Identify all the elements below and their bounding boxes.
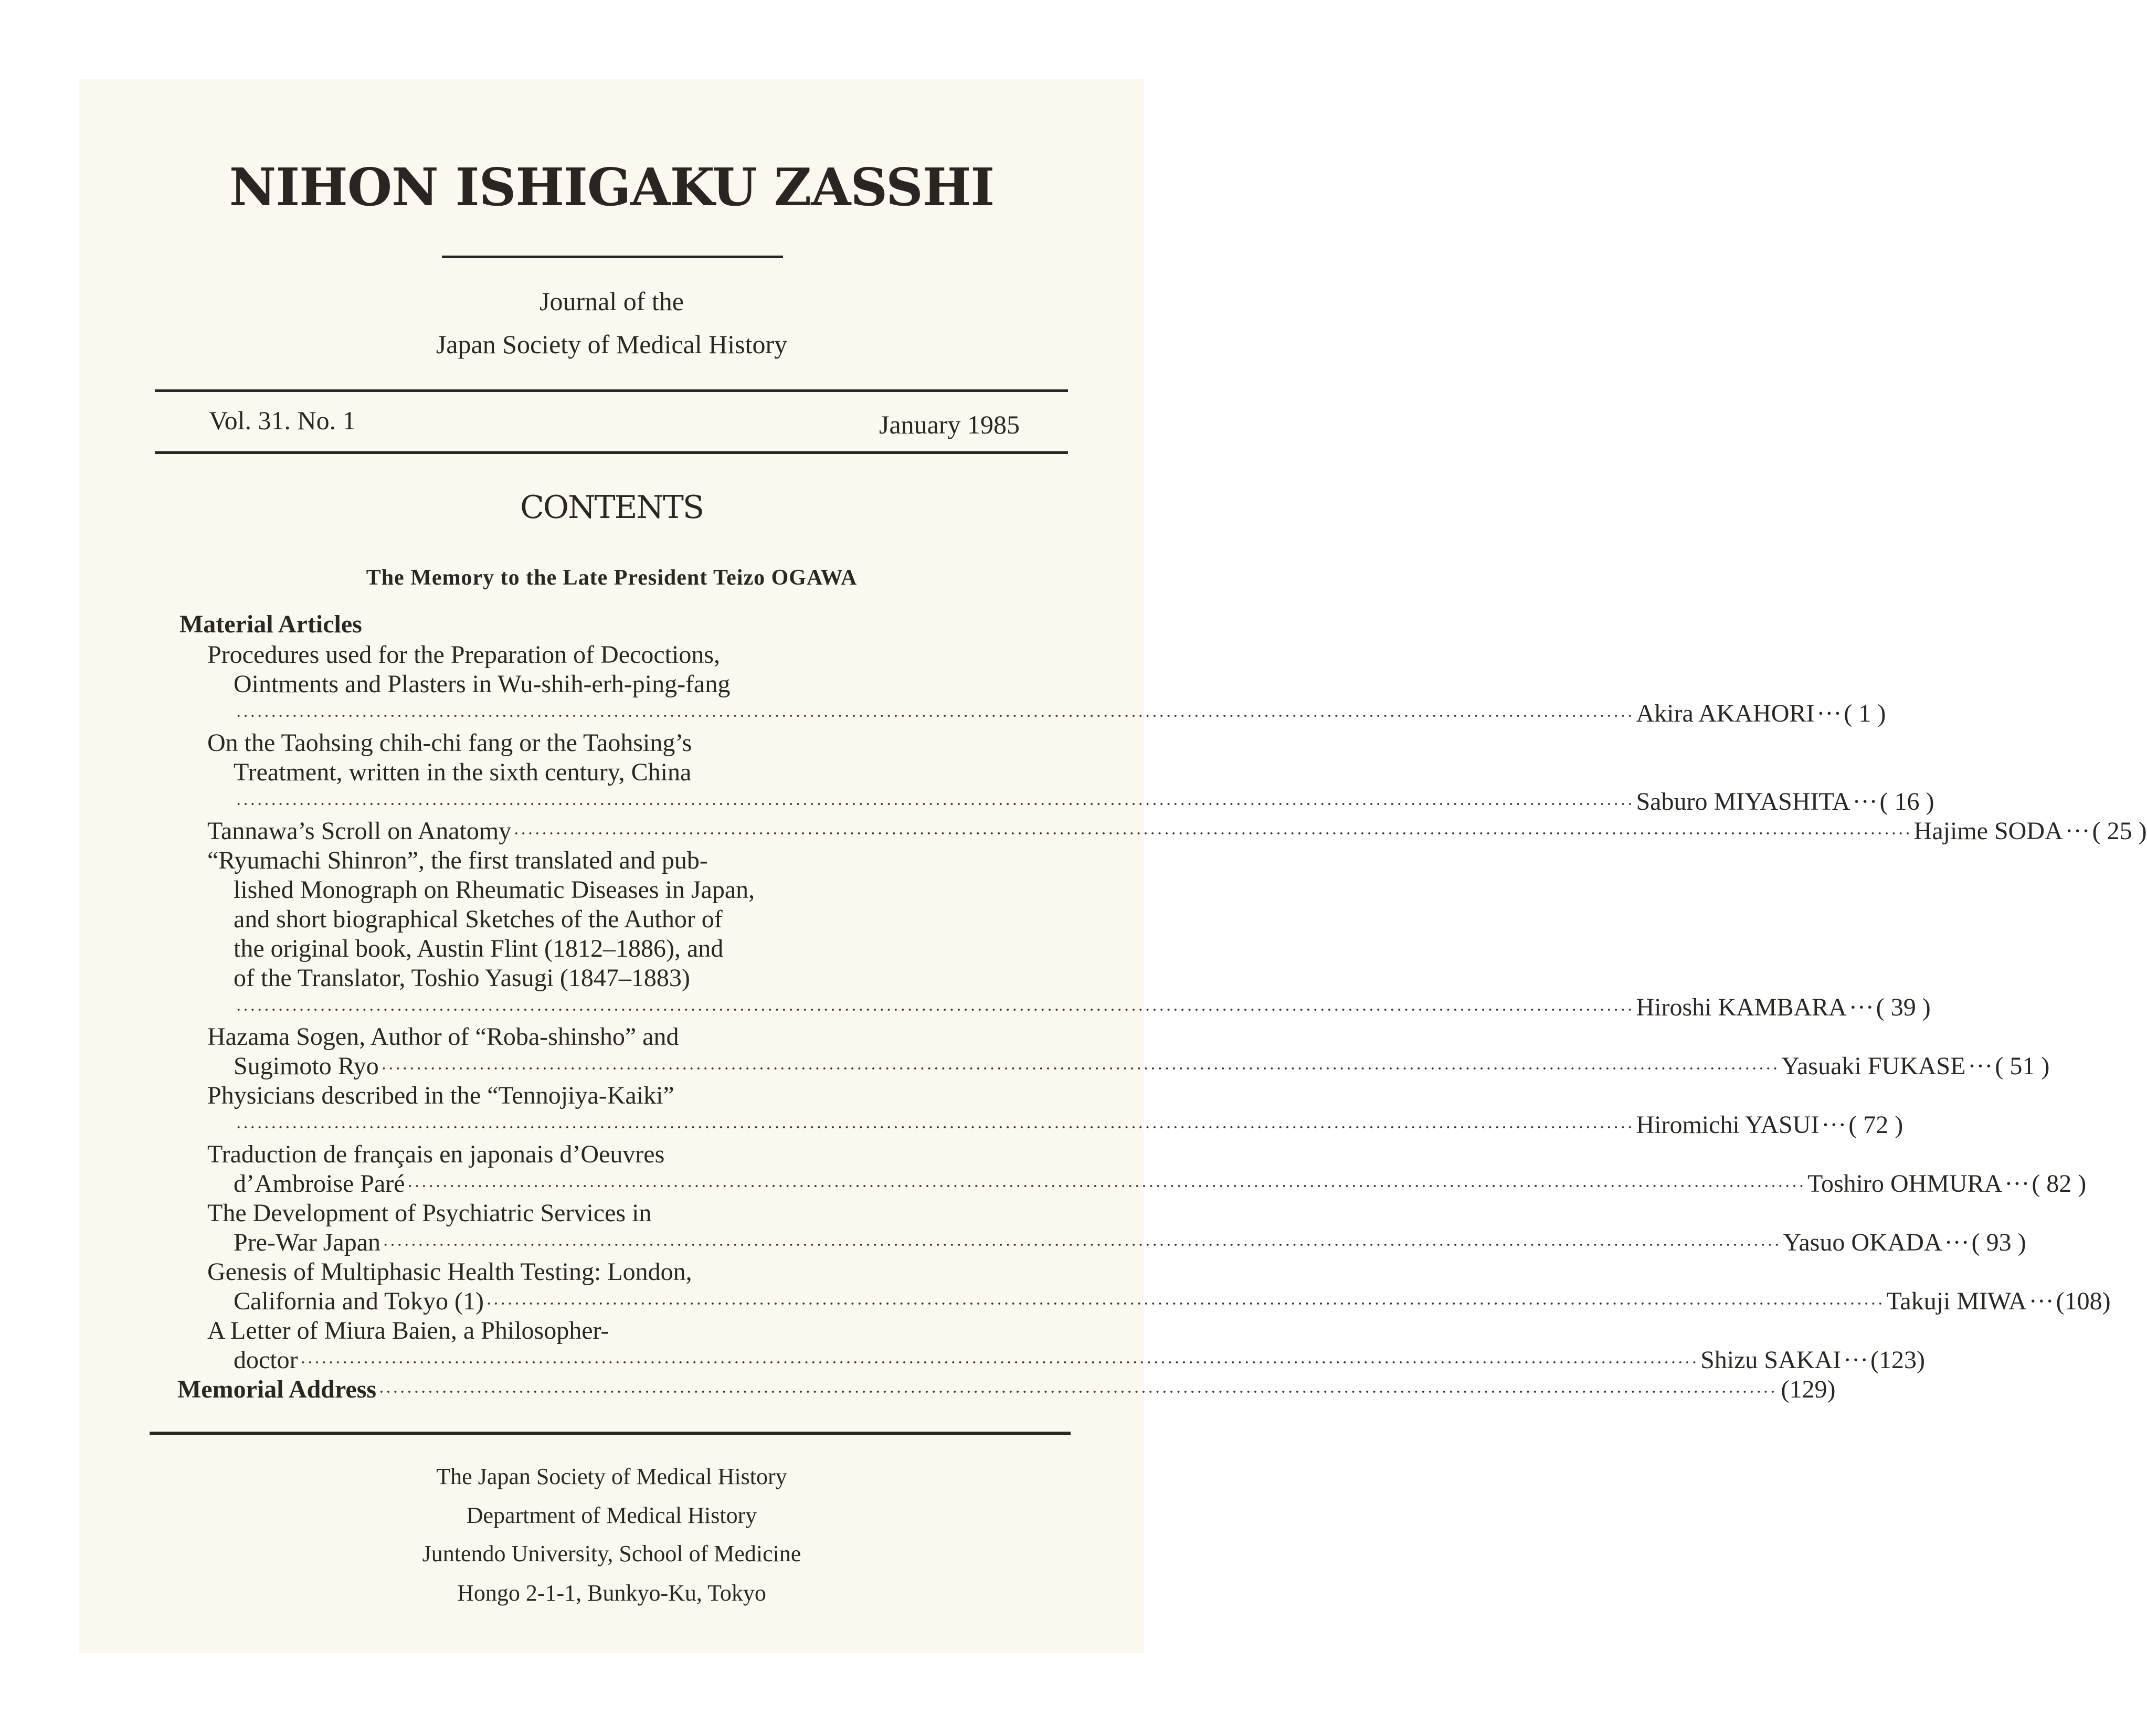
memory-line: The Memory to the Late President Teizo OGAWA [366, 566, 858, 590]
toc-entry-author: Yasuo OKADA [1783, 1229, 1942, 1256]
toc-entry-page: ( 82 ) [2032, 1170, 2087, 1198]
toc-leader-dots: ········································································································································································································ [236, 1118, 1634, 1137]
toc-title-line: The Development of Psychiatric Services in [207, 1199, 652, 1227]
toc-leader-dots: ········································································································································································································ [236, 1000, 1634, 1020]
issue-date: January 1985 [879, 410, 1020, 439]
toc-entry-row [234, 1051, 2050, 1082]
toc-entry-author: Saburo MIYASHITA [1636, 788, 1850, 816]
toc-entry-row [207, 816, 2147, 847]
toc-title-line: lished Monograph on Rheumatic Diseases in Japan, [234, 876, 755, 904]
memorial-address-row [177, 1374, 1836, 1405]
toc-entry-lead: doctor [234, 1346, 298, 1374]
footer-line1: The Japan Society of Medical History [436, 1464, 787, 1489]
toc-title-line: Genesis of Multiphasic Health Testing: London, [207, 1258, 692, 1286]
footer-rule [150, 1432, 1071, 1435]
toc-entry-row [234, 786, 1934, 818]
contents-heading: CONTENTS [520, 489, 704, 526]
toc-leader-dots: ········································································································································································································ [485, 1294, 1885, 1314]
toc-entry-row [234, 1109, 1903, 1141]
issue-bottom-rule [155, 451, 1068, 454]
toc-entry-dots-sep: ··· [1843, 1346, 1869, 1374]
toc-entry-dots-sep: ··· [1968, 1052, 1993, 1080]
toc-entry-dots-sep: ··· [1944, 1229, 1970, 1256]
toc-entry-page: (108) [2056, 1287, 2111, 1315]
toc-leader-dots: ········································································································································································································ [300, 1353, 1699, 1372]
toc-entry-page: ( 51 ) [1995, 1052, 2050, 1080]
footer-line3: Juntendo University, School of Medicine [422, 1541, 801, 1566]
toc-leader-dots: ········································································································································································································ [236, 795, 1634, 814]
toc-entry-dots-sep: ··· [2028, 1287, 2054, 1315]
toc-leader-dots: ········································································································································································································ [407, 1177, 1806, 1196]
toc-title-line: of the Translator, Toshio Yasugi (1847–1883) [234, 964, 690, 992]
toc-entry-lead: Tannawa’s Scroll on Anatomy [207, 817, 512, 845]
issue-volume: Vol. 31. No. 1 [209, 406, 356, 435]
toc-entry-row [234, 698, 1886, 729]
toc-title-line: the original book, Austin Flint (1812–1886), and [234, 935, 724, 962]
title-rule [442, 256, 783, 258]
toc-entry-row [234, 1168, 2087, 1200]
toc-title-line: Hazama Sogen, Author of “Roba-shinsho” and [207, 1023, 679, 1051]
toc-title-line: Treatment, written in the sixth century, China [234, 758, 692, 786]
toc-leader-dots: ········································································································································································································ [513, 824, 1912, 843]
toc-entry-page: ( 93 ) [1971, 1229, 2026, 1256]
toc-title-line: Physicians described in the “Tennojiya-Kaiki” [207, 1082, 674, 1109]
toc-entry-page: ( 39 ) [1876, 993, 1931, 1021]
toc-entry-lead: Sugimoto Ryo [234, 1052, 379, 1080]
toc-entry-author: Toshiro OHMURA [1807, 1170, 2003, 1198]
toc-entry-author: Yasuaki FUKASE [1781, 1052, 1966, 1080]
toc-entry-page: ( 25 ) [2092, 817, 2147, 845]
toc-title-line: Procedures used for the Preparation of Decoctions, [207, 641, 721, 669]
toc-entry-dots-sep: ··· [2065, 817, 2090, 845]
toc-title-line: Traduction de français en japonais d’Oeuvres [207, 1140, 665, 1168]
toc-entry-author: Akira AKAHORI [1636, 700, 1815, 727]
toc-title-line: A Letter of Miura Baien, a Philosopher- [207, 1317, 609, 1345]
toc-entry-dots-sep: ··· [1852, 788, 1878, 816]
toc-entry-lead: California and Tokyo (1) [234, 1287, 484, 1315]
footer-line4: Hongo 2-1-1, Bunkyo-Ku, Tokyo [457, 1580, 766, 1606]
toc-leader-dots: ········································································································································································································ [383, 1235, 1781, 1255]
toc-entry-dots-sep: ··· [1848, 993, 1874, 1021]
toc-entry-author: Shizu SAKAI [1700, 1346, 1842, 1374]
toc-entry-page: ( 16 ) [1879, 788, 1934, 816]
section-material-articles: Material Articles [179, 610, 362, 638]
toc-title-line: On the Taohsing chih-chi fang or the Taohsing’s [207, 729, 692, 757]
toc-entry-row [234, 992, 1931, 1023]
toc-entry-author: Hiromichi YASUI [1636, 1111, 1820, 1139]
toc-entry-page: ( 72 ) [1848, 1111, 1903, 1139]
toc-title-line: Ointments and Plasters in Wu-shih-erh-ping-fang [234, 670, 731, 698]
toc-title-line: “Ryumachi Shinron”, the first translated and pub- [207, 846, 708, 874]
toc-entry-page: (123) [1870, 1346, 1926, 1374]
toc-entry-row [234, 1345, 1926, 1376]
journal-title: NIHON ISHIGAKU ZASSHI [229, 157, 995, 218]
memorial-address-label: Memorial Address [177, 1375, 377, 1403]
memorial-address-page: (129) [1781, 1375, 1836, 1403]
toc-leader-dots: ········································································································································································································ [380, 1059, 1780, 1078]
toc-entry-author: Takuji MIWA [1886, 1287, 2027, 1315]
issue-top-rule [155, 389, 1068, 392]
footer-line2: Department of Medical History [466, 1502, 757, 1528]
toc-entry-row [234, 1227, 2026, 1258]
toc-entry-dots-sep: ··· [2004, 1170, 2030, 1198]
toc-title-line: and short biographical Sketches of the Author of [234, 905, 723, 933]
journal-subtitle-line1: Journal of the [540, 287, 684, 316]
toc-entry-author: Hiroshi KAMBARA [1636, 993, 1847, 1021]
toc-entry-dots-sep: ··· [1821, 1111, 1847, 1139]
toc-entry-lead: d’Ambroise Paré [234, 1170, 405, 1198]
toc-entry-lead: Pre-War Japan [234, 1229, 381, 1256]
toc-entry-dots-sep: ··· [1816, 700, 1842, 727]
toc-entry-row [234, 1286, 2111, 1317]
toc-leader-dots: ········································································································································································································ [236, 706, 1634, 726]
toc-entry-author: Hajime SODA [1913, 817, 2063, 845]
journal-subtitle-line2: Japan Society of Medical History [436, 330, 788, 359]
toc-entry-page: ( 1 ) [1844, 700, 1886, 727]
toc-leader-dots: ········································································································································································································ [378, 1382, 1777, 1402]
